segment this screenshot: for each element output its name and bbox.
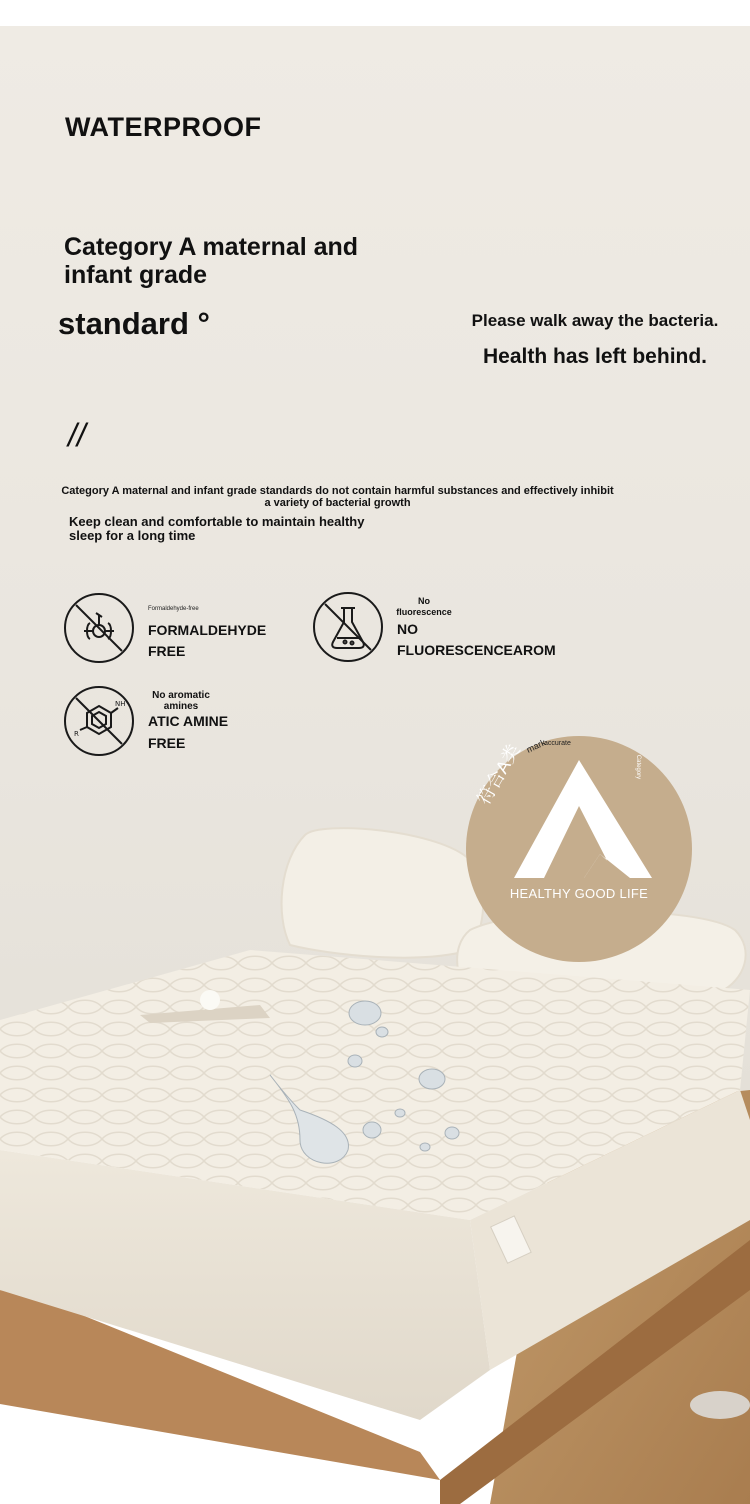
badge-accurate-text: accurate xyxy=(544,740,571,747)
badge-side-text: 符合A类 xyxy=(473,740,524,808)
cotton-flower xyxy=(200,990,220,1010)
bacteria-line-1: Please walk away the bacteria. xyxy=(471,311,719,330)
formaldehyde-small-label: Formaldehyde-free xyxy=(148,606,199,612)
no-fluorescence-label-1: NO xyxy=(397,621,418,637)
no-aromatic-label-1: ATIC AMINE xyxy=(148,713,229,729)
badge-mark-text: mark xyxy=(524,737,548,755)
headline: WATERPROOF xyxy=(65,112,262,142)
formaldehyde-label-2: FREE xyxy=(148,643,186,659)
pillow-back xyxy=(282,828,484,958)
svg-text:R: R xyxy=(74,730,79,738)
no-aromatic-label-2: FREE xyxy=(148,735,186,751)
no-fluorescence-icon xyxy=(313,592,383,662)
no-fluorescence-label-2: FLUORESCENCEAROM xyxy=(397,642,556,658)
no-aromatic-amines-icon xyxy=(64,686,134,756)
category-heading: Category A maternal and infant grade xyxy=(64,233,359,289)
slipper xyxy=(690,1391,750,1419)
tagline: Keep clean and comfortable to maintain healthy sleep for a long time xyxy=(69,514,365,543)
standard-heading: standard ° xyxy=(58,306,210,341)
formaldehyde-label-1: FORMALDEHYDE xyxy=(148,622,267,638)
category-a-badge xyxy=(466,736,692,962)
formaldehyde-free-icon xyxy=(64,593,134,663)
divider-mark: // xyxy=(68,417,86,453)
description: Category A maternal and infant grade standards do not contain harmful substances and effectively inhibit a variety of bacterial growth xyxy=(61,485,614,509)
badge-category-text: Category xyxy=(635,754,642,780)
badge-caption: HEALTHY GOOD LIFE xyxy=(509,886,649,901)
bacteria-line-2: Health has left behind. xyxy=(482,345,708,368)
no-aromatic-small-label: No aromatic amines xyxy=(152,690,210,712)
svg-text:NH: NH xyxy=(115,700,126,708)
no-fluorescence-small-label: No fluorescence xyxy=(396,596,452,617)
